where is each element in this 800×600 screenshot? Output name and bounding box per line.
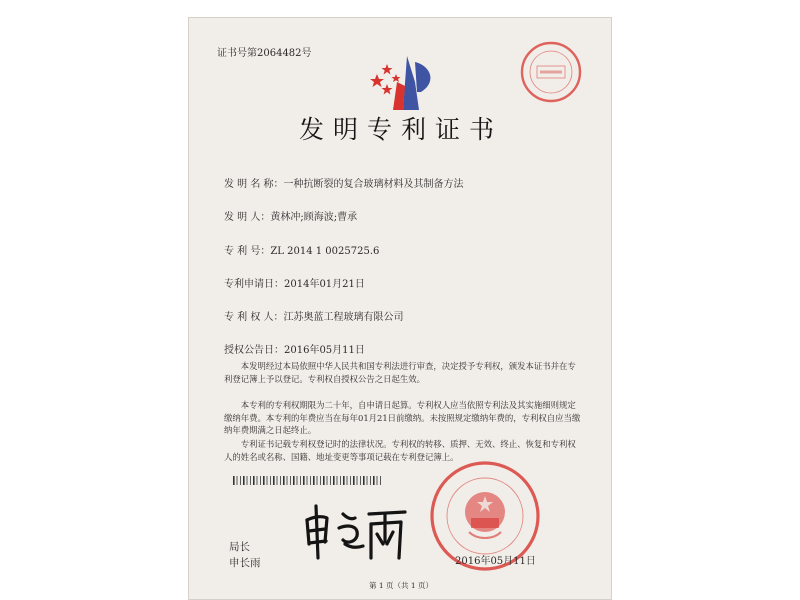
grant-date-row	[224, 341, 365, 356]
patent-number-label: 专 利 号：	[224, 246, 271, 257]
patent-number-row	[224, 242, 379, 257]
patentee-label: 专 利 权 人：	[224, 312, 284, 323]
patentee-row	[224, 308, 404, 323]
certificate-number: 证书号第2064482号	[217, 48, 312, 59]
filing-date-value: 2014年01月21日	[284, 279, 365, 290]
director-signature	[299, 498, 411, 566]
grant-date-label: 授权公告日：	[224, 345, 284, 356]
certificate-paper	[188, 17, 612, 600]
patent-number-value: ZL 2014 1 0025725.6	[270, 246, 380, 257]
barcode	[233, 476, 385, 485]
document-title: 发明专利证书	[298, 115, 503, 144]
grant-date-value: 2016年05月11日	[284, 345, 365, 356]
inventor-row	[224, 208, 357, 223]
page-indicator: 第 1 页（共 1 页）	[368, 581, 434, 590]
invention-name-row	[224, 175, 464, 190]
paragraph-grant: 本发明经过本局依照中华人民共和国专利法进行审查，决定授予专利权，颁发本证书并在专利登记簿上予以登记。专利权自授权公告之日起生效。	[224, 361, 576, 384]
signatory-title: 局长	[229, 541, 250, 553]
paragraph-registration: 专利证书记载专利权登记时的法律状况。专利权的转移、质押、无效、终止、恢复和专利权人的姓名或名称、国籍、地址变更等事项记载在专利登记簿上。	[224, 439, 576, 462]
paragraph-term: 本专利的专利权期限为二十年，自申请日起算。专利权人应当依照专利法及其实施细则规定缴纳年费。本专利的年费应当在每年01月21日前缴纳。未按照规定缴纳年费的，专利权自应当缴纳年费期满之日起终止。	[224, 400, 581, 436]
inventor-value: 黄林冲;顾海波;曹承	[270, 212, 358, 223]
inventor-label: 发 明 人：	[224, 212, 271, 223]
invention-name-value: 一种抗断裂的复合玻璃材料及其制备方法	[283, 179, 464, 190]
patentee-value: 江苏奥蓝工程玻璃有限公司	[283, 312, 404, 323]
invention-name-label: 发 明 名 称：	[224, 179, 284, 190]
signatory-name: 申长雨	[229, 557, 261, 569]
issue-date: 2016年05月11日	[455, 556, 536, 567]
sipo-logo-icon	[367, 52, 441, 112]
filing-date-label: 专利申请日：	[224, 279, 284, 290]
top-seal	[519, 40, 583, 104]
filing-date-row	[224, 275, 365, 290]
